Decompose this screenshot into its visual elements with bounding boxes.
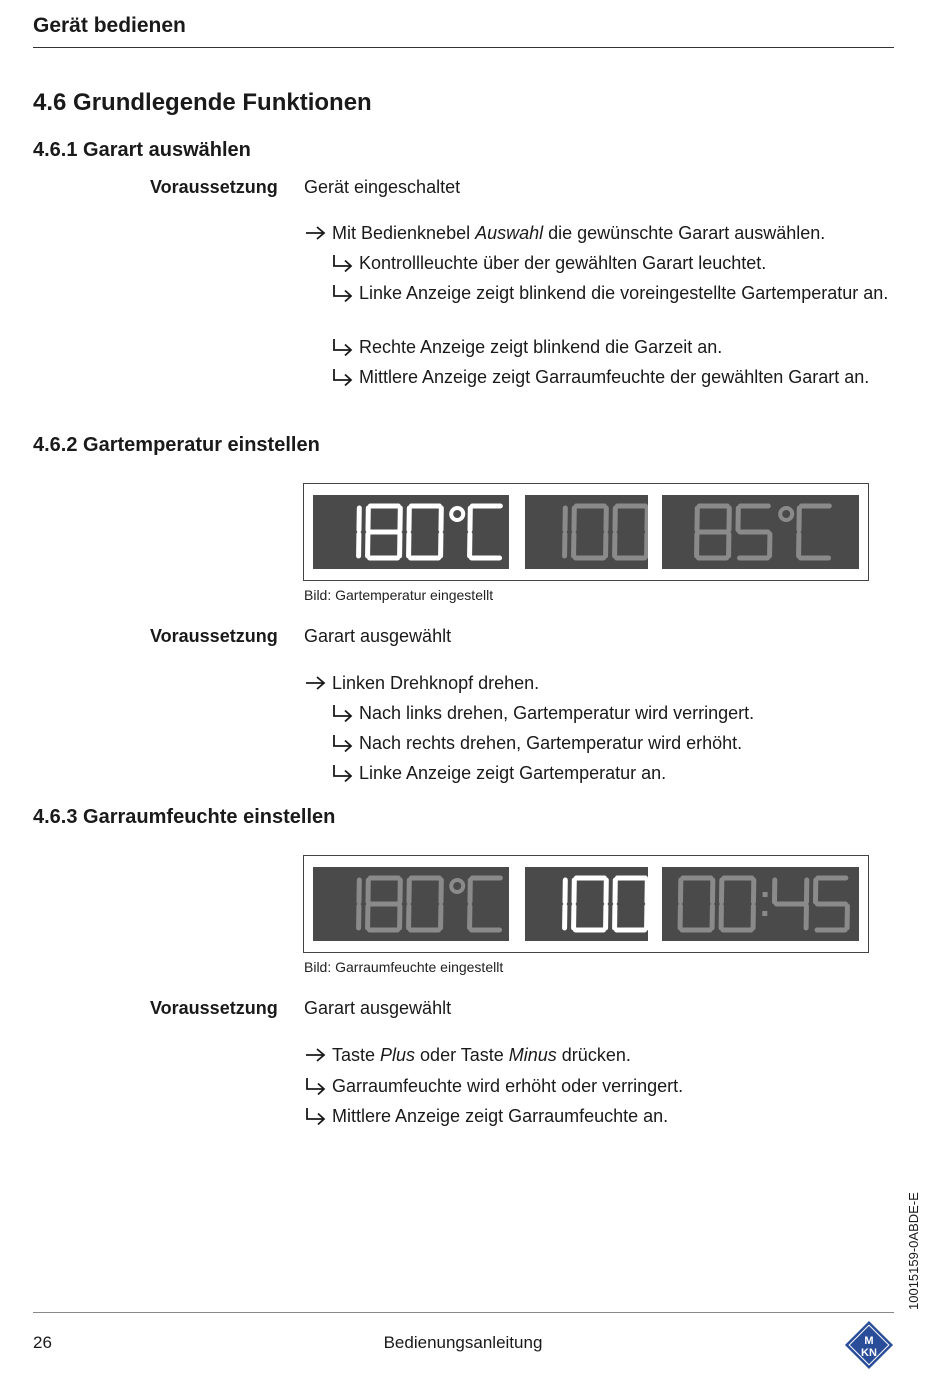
degree-symbol (451, 508, 463, 520)
result-text: Nach rechts drehen, Gartemperatur wird erhöht. (359, 733, 743, 753)
result-arrow-icon (331, 732, 355, 754)
result-item (304, 1075, 884, 1098)
result-text: Mittlere Anzeige zeigt Garraumfeuchte an. (332, 1106, 669, 1126)
left-display (313, 495, 509, 569)
result-text: Kontrollleuchte über der gewählten Garart leuchtet. (359, 253, 767, 273)
header-divider (33, 47, 894, 48)
result-arrow-icon (331, 702, 355, 724)
degree-symbol (451, 880, 463, 892)
result-item (331, 366, 896, 389)
display-figure-temperature (303, 483, 869, 581)
result-arrow-icon (331, 366, 355, 388)
core-temperature-readout (662, 495, 859, 569)
result-text: Rechte Anzeige zeigt blinkend die Garzeit an. (359, 337, 723, 357)
subsection-title-garart: 4.6.1 Garart auswählen (33, 139, 251, 161)
left-display (313, 867, 509, 941)
result-text: Garraumfeuchte wird erhöht oder verringert. (332, 1076, 684, 1096)
action-text: Mit Bedienknebel (332, 223, 476, 243)
time-readout (662, 867, 859, 941)
right-display (662, 495, 859, 569)
page-number: 26 (33, 1333, 52, 1352)
result-item (331, 732, 896, 755)
action-text: Taste (332, 1045, 381, 1065)
action-arrow-icon (304, 672, 328, 694)
document-id: 10015159-0ABDE-E (906, 1192, 921, 1310)
result-text: Linke Anzeige zeigt blinkend die voreingestellte Gartemperatur an. (359, 283, 889, 303)
action-text: drücken. (556, 1045, 631, 1065)
result-text: Linke Anzeige zeigt Gartemperatur an. (359, 763, 667, 783)
logo-text-bottom: KN (861, 1347, 877, 1359)
degree-symbol (780, 508, 792, 520)
footer-divider (33, 1312, 894, 1313)
result-arrow-icon (331, 282, 355, 304)
colon-dot (763, 892, 768, 897)
colon-dot (762, 911, 767, 916)
figure-caption: Bild: Gartemperatur eingestellt (304, 587, 494, 603)
footer-title: Bedienungsanleitung (383, 1333, 543, 1352)
result-item (304, 1105, 884, 1128)
middle-display (525, 495, 648, 569)
subsection-title-garraumfeuchte: 4.6.3 Garraumfeuchte einstellen (33, 806, 336, 828)
humidity-readout (525, 495, 648, 569)
result-arrow-icon (331, 336, 355, 358)
result-text: Mittlere Anzeige zeigt Garraumfeuchte der gewählten Garart an. (359, 367, 870, 387)
right-display (662, 867, 859, 941)
mkn-logo (842, 1318, 896, 1372)
requirement-label: Voraussetzung (150, 626, 278, 646)
action-text: oder Taste (415, 1045, 509, 1065)
subsection-title-gartemperatur: 4.6.2 Gartemperatur einstellen (33, 434, 320, 456)
control-name: Plus (380, 1045, 416, 1065)
figure-caption: Bild: Garraumfeuchte eingestellt (304, 959, 504, 975)
result-text: Nach links drehen, Gartemperatur wird verringert. (359, 703, 755, 723)
action-arrow-icon (304, 1044, 328, 1066)
requirement-label: Voraussetzung (150, 177, 278, 197)
action-step (304, 672, 884, 695)
requirement-value: Garart ausgewählt (304, 626, 452, 646)
requirement-value: Garart ausgewählt (304, 998, 452, 1018)
result-item (331, 702, 896, 725)
result-item (331, 336, 896, 359)
result-item (331, 762, 896, 785)
action-step (304, 1044, 884, 1067)
result-arrow-icon (304, 1075, 328, 1097)
result-arrow-icon (331, 762, 355, 784)
logo-text-top: M (864, 1335, 874, 1347)
humidity-readout (525, 867, 648, 941)
action-text: die gewünschte Garart auswählen. (543, 223, 826, 243)
temperature-readout (313, 867, 509, 941)
result-arrow-icon (331, 252, 355, 274)
middle-display (525, 867, 648, 941)
action-arrow-icon (304, 222, 328, 244)
control-name: Minus (508, 1045, 557, 1065)
running-header: Gerät bedienen (33, 14, 186, 37)
display-figure-humidity (303, 855, 869, 953)
requirement-label: Voraussetzung (150, 998, 278, 1018)
requirement-value: Gerät eingeschaltet (304, 177, 461, 197)
result-arrow-icon (304, 1105, 328, 1127)
temperature-readout (313, 495, 509, 569)
result-item (331, 252, 896, 275)
control-name: Auswahl (475, 223, 544, 243)
result-item (331, 282, 896, 305)
action-text: Linken Drehknopf drehen. (332, 673, 540, 693)
action-step (304, 222, 884, 245)
section-title: 4.6 Grundlegende Funktionen (33, 89, 372, 116)
